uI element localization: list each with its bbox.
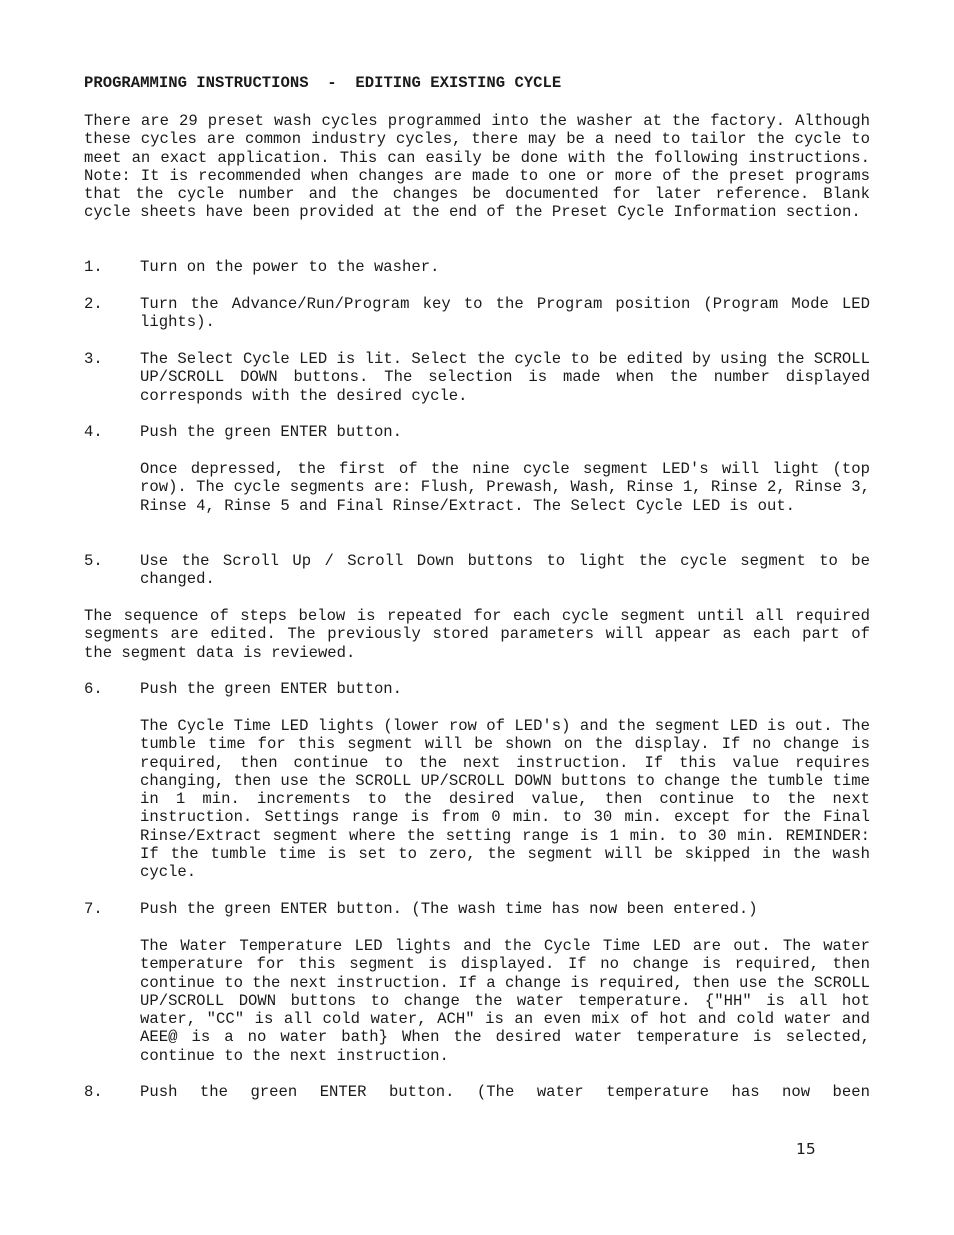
step-6-detail bbox=[84, 717, 870, 882]
step-number: 2. bbox=[84, 295, 103, 313]
page-number: 15 bbox=[796, 1140, 816, 1158]
step-text: Push the green ENTER button. (The wash time has now been entered.) bbox=[140, 900, 758, 918]
step-4-detail bbox=[84, 460, 870, 515]
intro-paragraph: There are 29 preset wash cycles programmed into the washer at the factory. Although these cycles are common industry cycles, there may be a need to tailor the cycle to meet an exact application. This can easily be done with the following instructions. Note: It is recommended when changes are made to one or more of the preset programs that the cycle number and the changes be documented for later reference. Blank cycle sheets have been provided at the end of the Preset Cycle Information section. bbox=[84, 112, 870, 222]
page-title: PROGRAMMING INSTRUCTIONS - EDITING EXISTING CYCLE bbox=[84, 74, 562, 92]
step-8 bbox=[84, 1083, 870, 1101]
step-text: Push the green ENTER button. bbox=[140, 423, 403, 441]
step-7 bbox=[84, 900, 870, 918]
step-3 bbox=[84, 350, 870, 405]
step-number: 8. bbox=[84, 1083, 103, 1101]
step-number: 5. bbox=[84, 552, 103, 570]
step-number: 3. bbox=[84, 350, 103, 368]
step-number: 4. bbox=[84, 423, 103, 441]
step-detail-text: The Water Temperature LED lights and the Cycle Time LED are out. The water temperature for this segment is displayed. If no change is required, then continue to the next instruction. If a change is required, then use the SCROLL UP/SCROLL DOWN buttons to change the water temperature. {"HH" is all hot water, "CC" is all cold water, ACH" is an even mix of hot and cold water and AEE@ is a no water bath} When the desired water temperature is selected, continue to the next instruction. bbox=[140, 937, 870, 1065]
step-text: Turn on the power to the washer. bbox=[140, 258, 440, 276]
step-detail-text: Once depressed, the first of the nine cycle segment LED's will light (top row). The cycle segments are: Flush, Prewash, Wash, Rinse 1, Rinse 2, Rinse 3, Rinse 4, Rinse 5 and Final Rinse/Extract. The Select Cycle LED is out. bbox=[140, 460, 870, 515]
step-7-detail bbox=[84, 937, 870, 1065]
sequence-paragraph: The sequence of steps below is repeated for each cycle segment until all required segments are edited. The previously stored parameters will appear as each part of the segment data is reviewed. bbox=[84, 607, 870, 662]
step-number: 7. bbox=[84, 900, 103, 918]
step-text: The Select Cycle LED is lit. Select the cycle to be edited by using the SCROLL UP/SCROLL DOWN buttons. The selection is made when the number displayed corresponds with the desired cycle. bbox=[140, 350, 870, 405]
step-number: 6. bbox=[84, 680, 103, 698]
step-5 bbox=[84, 552, 870, 589]
step-text: Turn the Advance/Run/Program key to the Program position (Program Mode LED lights). bbox=[140, 295, 870, 332]
step-4 bbox=[84, 423, 870, 441]
step-detail-text: The Cycle Time LED lights (lower row of LED's) and the segment LED is out. The tumble time for this segment will be shown on the display. If no change is required, then continue to the next instruction. If this value requires changing, then use the SCROLL UP/SCROLL DOWN buttons to change the tumble time in 1 min. increments to the desired value, then continue to the next instruction. Settings range is from 0 min. to 30 min. except for the Final Rinse/Extract segment where the setting range is 1 min. to 30 min. REMINDER: If the tumble time is set to zero, the segment will be skipped in the wash cycle. bbox=[140, 717, 870, 882]
step-number: 1. bbox=[84, 258, 103, 276]
step-1 bbox=[84, 258, 870, 276]
step-text: Push the green ENTER button. bbox=[140, 680, 403, 698]
step-6 bbox=[84, 680, 870, 698]
step-text: Push the green ENTER button. (The water temperature has now been bbox=[140, 1083, 870, 1101]
step-text: Use the Scroll Up / Scroll Down buttons to light the cycle segment to be changed. bbox=[140, 552, 870, 589]
step-2 bbox=[84, 295, 870, 332]
